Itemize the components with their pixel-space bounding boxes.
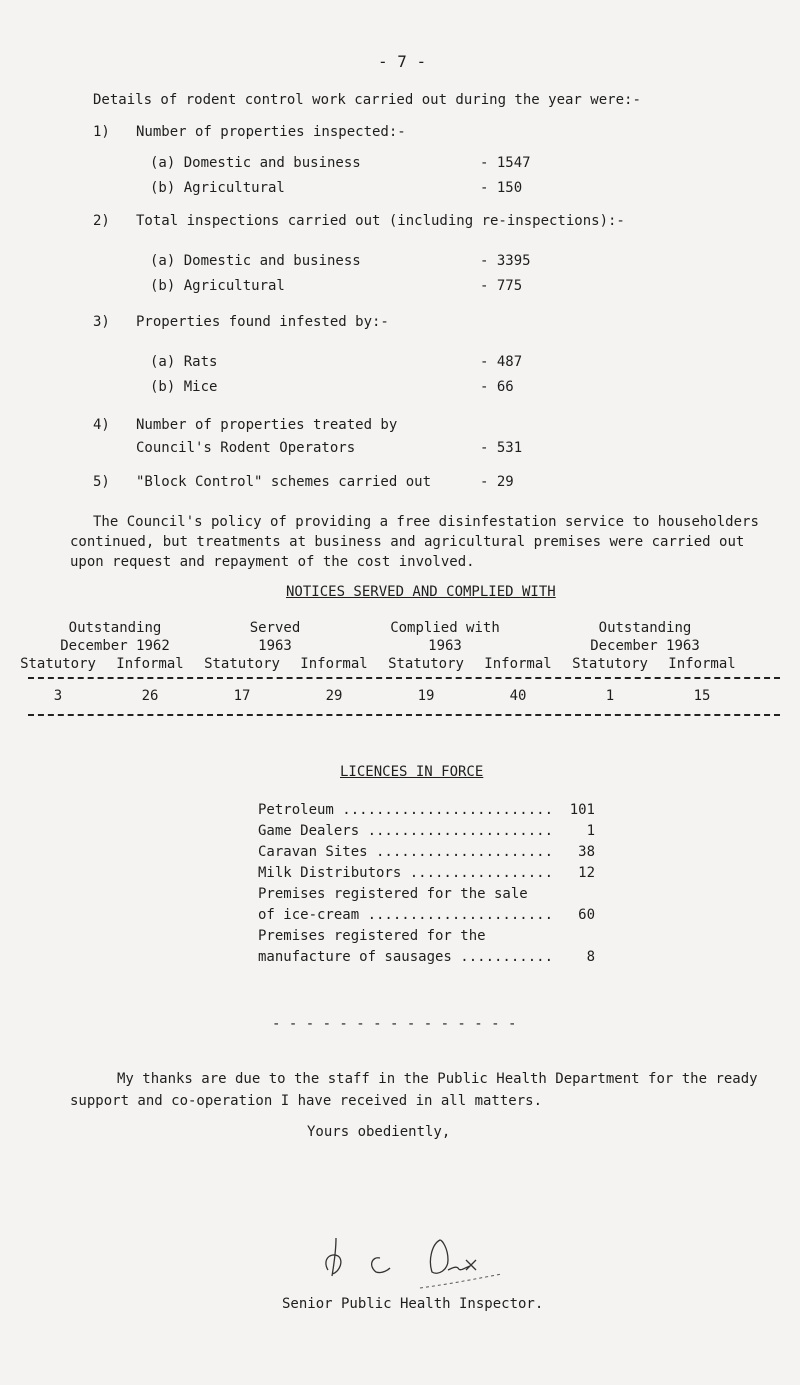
notices-group-3-line1: Complied with xyxy=(390,620,500,636)
notices-subheader-8: Informal xyxy=(668,656,736,672)
notices-subheader-2: Informal xyxy=(116,656,184,672)
licence-row-value-2: 1 xyxy=(586,823,595,839)
licence-row-value-6: 60 xyxy=(578,907,595,923)
notices-subheader-1: Statutory xyxy=(20,656,96,672)
notices-value-3: 17 xyxy=(233,688,251,704)
item-4-number: 4) xyxy=(93,417,110,433)
notices-value-4: 29 xyxy=(325,688,343,704)
item-1a-value: - 1547 xyxy=(480,155,531,171)
licence-row-label-8: manufacture of sausages ........... xyxy=(258,949,554,965)
item-4-label: Number of properties treated by xyxy=(136,417,398,433)
item-5-label: "Block Control" schemes carried out xyxy=(136,474,432,490)
item-3b-label: (b) Mice xyxy=(150,379,218,395)
licences-title: LICENCES IN FORCE xyxy=(340,764,484,780)
notices-subheader-6: Informal xyxy=(484,656,552,672)
licence-row-value-8: 8 xyxy=(586,949,595,965)
signature-image xyxy=(320,1230,510,1290)
notices-group-4-line2: December 1963 xyxy=(590,638,700,654)
notices-subheader-3: Statutory xyxy=(204,656,280,672)
notices-group-1-line2: December 1962 xyxy=(60,638,170,654)
item-2b-label: (b) Agricultural xyxy=(150,278,285,294)
page-number: - 7 - xyxy=(378,52,427,71)
licence-row-value-3: 38 xyxy=(578,844,595,860)
notices-group-2-line1: Served xyxy=(249,620,301,636)
item-1b-label: (b) Agricultural xyxy=(150,180,285,196)
notices-value-1: 3 xyxy=(53,688,63,704)
item-2a-value: - 3395 xyxy=(480,253,531,269)
notices-rule-top xyxy=(28,677,780,679)
item-4-value: - 531 xyxy=(480,440,523,456)
section-separator: - - - - - - - - - - - - - - - xyxy=(272,1016,517,1032)
notices-group-4-line1: Outstanding xyxy=(598,620,692,636)
item-3b-value: - 66 xyxy=(480,379,514,395)
licence-row-label-7: Premises registered for the xyxy=(258,928,486,944)
item-1b-value: - 150 xyxy=(480,180,523,196)
item-3-label: Properties found infested by:- xyxy=(136,314,389,330)
item-2-number: 2) xyxy=(93,213,110,229)
closing-line: Yours obediently, xyxy=(307,1124,451,1140)
notices-value-8: 15 xyxy=(693,688,711,704)
licence-row-label-2: Game Dealers ...................... xyxy=(258,823,554,839)
item-2b-value: - 775 xyxy=(480,278,523,294)
item-1a-label: (a) Domestic and business xyxy=(150,155,361,171)
licence-row-label-5: Premises registered for the sale xyxy=(258,886,528,902)
item-3a-label: (a) Rats xyxy=(150,354,218,370)
policy-paragraph: The Council's policy of providing a free disinfestation service to householders continued, but treatments at business and agricultural premises were carried out upon request and repayment of the cost involved. xyxy=(70,514,759,570)
notices-value-5: 19 xyxy=(417,688,435,704)
notices-group-3-line2: 1963 xyxy=(428,638,462,654)
notices-value-6: 40 xyxy=(509,688,527,704)
notices-subheader-5: Statutory xyxy=(388,656,464,672)
item-3-number: 3) xyxy=(93,314,110,330)
item-3a-value: - 487 xyxy=(480,354,523,370)
notices-value-7: 1 xyxy=(605,688,615,704)
notices-group-2-line2: 1963 xyxy=(258,638,292,654)
licence-row-label-3: Caravan Sites ..................... xyxy=(258,844,554,860)
notices-subheader-4: Informal xyxy=(300,656,368,672)
notices-group-1-line1: Outstanding xyxy=(68,620,162,636)
item-4-label-cont: Council's Rodent Operators xyxy=(136,440,356,456)
licence-row-value-4: 12 xyxy=(578,865,595,881)
item-2a-label: (a) Domestic and business xyxy=(150,253,361,269)
item-1-number: 1) xyxy=(93,124,110,140)
licence-row-label-4: Milk Distributors ................. xyxy=(258,865,554,881)
item-2-label: Total inspections carried out (including re-inspections):- xyxy=(136,213,625,229)
item-5-number: 5) xyxy=(93,474,110,490)
notices-subheader-7: Statutory xyxy=(572,656,648,672)
notices-value-2: 26 xyxy=(141,688,159,704)
item-5-value: - 29 xyxy=(480,474,514,490)
licence-row-label-1: Petroleum ......................... xyxy=(258,802,554,818)
notices-rule-bottom xyxy=(28,714,780,716)
licence-row-value-1: 101 xyxy=(569,802,595,818)
intro-heading: Details of rodent control work carried out during the year were:- xyxy=(93,92,641,108)
thanks-paragraph: My thanks are due to the staff in the Public Health Department for the ready support and co-operation I have received in all matters. xyxy=(70,1071,758,1109)
item-1-label: Number of properties inspected:- xyxy=(136,124,406,140)
notices-title: NOTICES SERVED AND COMPLIED WITH xyxy=(286,584,556,600)
signatory-title: Senior Public Health Inspector. xyxy=(282,1296,544,1312)
licence-row-label-6: of ice-cream ...................... xyxy=(258,907,554,923)
